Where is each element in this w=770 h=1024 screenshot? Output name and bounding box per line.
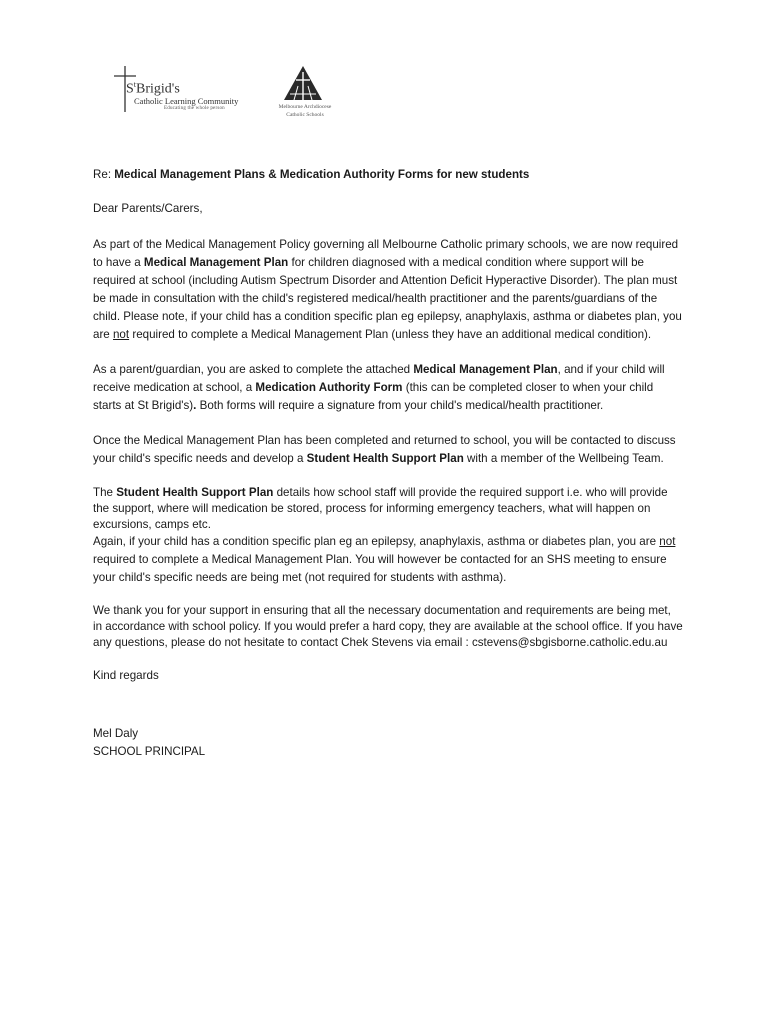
paragraph-support-plan: The Student Health Support Plan details how school staff will provide the required support i.e. who will provide the support, where will medication be stored, process for informing emergency teachers, what will happen on excursions, camps etc. (93, 486, 668, 531)
paragraph-policy: As part of the Medical Management Policy governing all Melbourne Catholic primary schools, we are now required to have a Medical Management Plan for children diagnosed with a medical condition where support will be required at school (including Autism Spectrum Disorder and Attention Deficit Hyperactive Disorder). The plan must be made in consultation with the child's registered medical/health practitioner and the parents/guardians of the child. Please note, if your child has a condition specific plan eg epilepsy, anaphylaxis, asthma or diabetes plan, you are not required to complete a Medical Management Plan (unless they have an additional medical condition). (93, 238, 682, 341)
school-subtitle: Catholic Learning Community (134, 96, 239, 106)
school-name: $S^tBrigid's$ (126, 80, 180, 97)
archdiocese-emblem-icon (284, 66, 322, 100)
closing: Kind regards (93, 669, 159, 682)
signatory-name: Mel Daly (93, 727, 139, 740)
paragraph-contact: Once the Medical Management Plan has been completed and returned to school, you will be contacted to discuss your child's specific needs and develop a Student Health Support Plan with a member of the Wellbeing Team. (93, 434, 676, 465)
paragraph-thanks: We thank you for your support in ensuring that all the necessary documentation and requirements are being met, in accordance with school policy. If you would prefer a hard copy, they are available at the school office. If you have any questions, please do not hesitate to contact Chek Stevens via email : cstevens@sbgisborne.catholic.edu.au (93, 604, 683, 649)
greeting: Dear Parents/Carers, (93, 202, 203, 215)
subject-line: Re: Medical Management Plans & Medication Authority Forms for new students (93, 168, 530, 181)
letter-body (93, 166, 683, 761)
school-tagline: Educating the whole person (164, 106, 225, 111)
paragraph-forms: As a parent/guardian, you are asked to complete the attached Medical Management Plan, and if your child will receive medication at school, a Medication Authority Form (this can be completed closer to when your child starts at St Brigid's). Both forms will require a signature from your child's medical/health practitioner. (93, 363, 665, 412)
st-brigids-logo (108, 64, 258, 116)
header-logos (108, 64, 368, 124)
paragraph-condition-plan: Again, if your child has a condition specific plan eg an epilepsy, anaphylaxis, asthma or diabetes plan, you are not required to complete a Medical Management Plan. You will however be contacted for an SHS meeting to ensure your child's specific needs are being met (not required for students with asthma). (93, 535, 676, 584)
archdiocese-name-line1: Melbourne Archdiocese (278, 104, 332, 110)
archdiocese-logo (268, 66, 342, 122)
signatory-title: SCHOOL PRINCIPAL (93, 745, 206, 758)
subject-text: Medical Management Plans & Medication Authority Forms for new students (114, 168, 530, 181)
archdiocese-name-line2: Catholic Schools (286, 112, 324, 118)
